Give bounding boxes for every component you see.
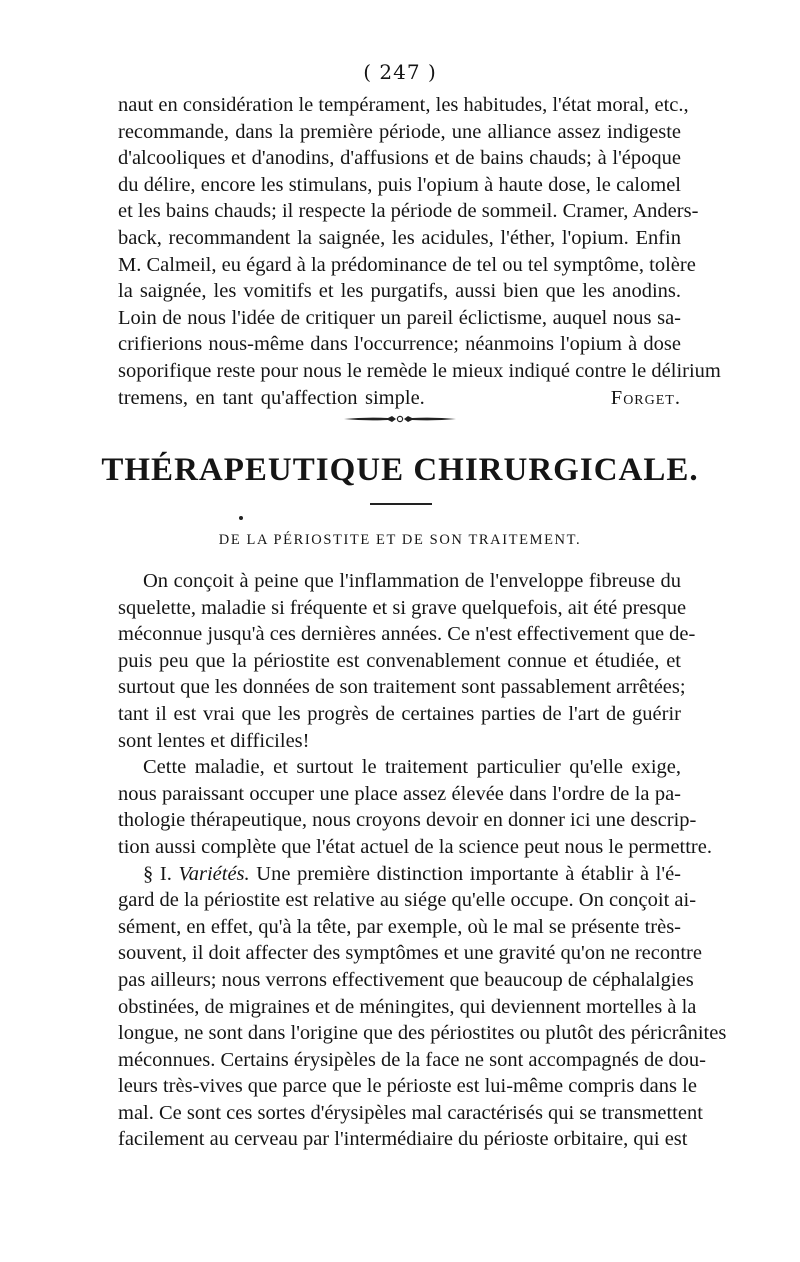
text-line: du délire, encore les stimulans, puis l'opium à haute dose, le calomel: [118, 173, 681, 196]
text-line: tant il est vrai que les progrès de certaines parties de l'art de guérir: [118, 702, 681, 725]
text-line: back, recommandent la saignée, les acidules, l'éther, l'opium. Enfin: [118, 226, 681, 249]
last-line-text: tremens, en tant qu'affection simple.: [118, 386, 425, 409]
text-line: squelette, maladie si fréquente et si grave quelquefois, ait été presque: [118, 596, 687, 619]
text-line: sément, en effet, qu'à la tête, par exemple, où le mal se présente très-: [118, 915, 681, 938]
text-line: gard de la périostite est relative au siége qu'elle occupe. On conçoit ai-: [118, 889, 697, 912]
text-line: nous paraissant occuper une place assez élevée dans l'ordre de la pa-: [118, 782, 681, 805]
text-line: méconnues. Certains érysipèles de la face ne sont accompagnés de dou-: [118, 1048, 707, 1071]
text-line: pas ailleurs; nous verrons effectivement que beaucoup de céphalalgies: [118, 968, 694, 991]
text-line: d'alcooliques et d'anodins, d'affusions et de bains chauds; à l'époque: [118, 147, 681, 170]
text-line: crifierions nous-même dans l'occurrence; néanmoins l'opium à dose: [118, 333, 681, 356]
text-line-section-heading: [118, 861, 681, 888]
text-line: puis peu que la périostite est convenablement connue et étudiée, et: [118, 649, 681, 672]
ornament-divider: [340, 412, 460, 426]
text-line: soporifique reste pour nous le remède le mieux indiqué contre le délirium: [118, 359, 721, 382]
article-body: [118, 568, 727, 1153]
text-line: naut en considération le tempérament, les habitudes, l'état moral, etc.,: [118, 94, 689, 116]
title-rule: [370, 503, 432, 505]
text-line: méconnue jusqu'à ces dernières années. Ce n'est effectivement que de-: [118, 623, 696, 646]
text-line: tion aussi complète que l'état actuel de la science peut nous le permettre.: [118, 835, 712, 858]
section-title: THÉRAPEUTIQUE CHIRURGICALE.: [101, 452, 699, 488]
text-line: thologie thérapeutique, nous croyons devoir en donner ici une descrip-: [118, 809, 697, 832]
text-line: leurs très-vives que parce que le périoste est lui-même compris dans le: [118, 1075, 697, 1098]
print-speck: [239, 516, 243, 520]
article-title: DE LA PÉRIOSTITE ET DE SON TRAITEMENT.: [218, 532, 582, 548]
top-paragraph: [118, 92, 721, 411]
text-line: recommande, dans la première période, une alliance assez indigeste: [118, 120, 681, 143]
text-line: la saignée, les vomitifs et les purgatifs, aussi bien que les anodins.: [118, 280, 681, 303]
text-line: longue, ne sont dans l'origine que des périostites ou plutôt des péricrânites: [118, 1022, 727, 1045]
text-line: M. Calmeil, eu égard à la prédominance de tel ou tel symptôme, tolère: [118, 253, 696, 276]
text-line: Loin de nous l'idée de critiquer un pareil éclictisme, auquel nous sa-: [118, 306, 681, 329]
text-line: Cette maladie, et surtout le traitement particulier qu'elle exige,: [143, 756, 681, 779]
section-mark: § I.: [143, 862, 172, 885]
text-line: obstinées, de migraines et de méningites, qui deviennent mortelles à la: [118, 995, 697, 1018]
text-line: facilement au cerveau par l'intermédiaire du périoste orbitaire, qui est: [118, 1128, 688, 1151]
text-line: mal. Ce sont ces sortes d'érysipèles mal caractérisés qui se transmettent: [118, 1101, 703, 1124]
text-fragment: Une première distinction importante à établir à l'é-: [256, 862, 681, 885]
text-line: et les bains chauds; il respecte la période de sommeil. Cramer, Anders-: [118, 200, 699, 223]
text-line: souvent, il doit affecter des symptômes et une gravité qu'on ne recontre: [118, 942, 702, 965]
text-line-with-signature: [118, 385, 681, 412]
subsection-heading: Variétés.: [178, 862, 250, 885]
text-line: surtout que les données de son traitement sont passablement arrêtées;: [118, 676, 686, 699]
author-signature: Forget.: [610, 386, 681, 409]
text-line: On conçoit à peine que l'inflammation de l'enveloppe fibreuse du: [143, 570, 681, 592]
text-line: sont lentes et difficiles!: [118, 729, 310, 752]
page-number: ( 247 ): [363, 60, 437, 84]
